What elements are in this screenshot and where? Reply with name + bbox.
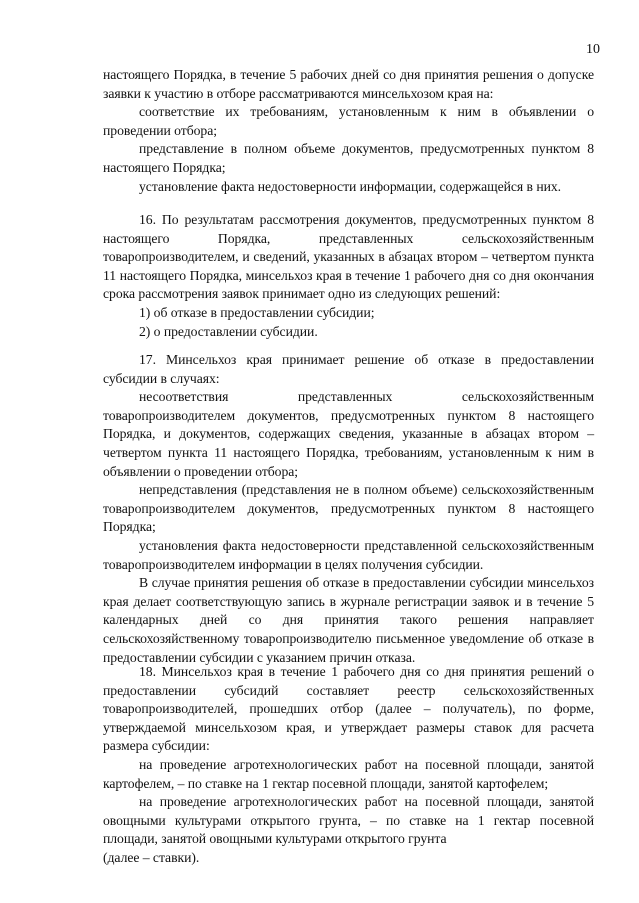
paragraph: 18. Минсельхоз края в течение 1 рабочего дня со дня принятия решений о предоставлении субсидий составляет реестр сельскохозяйственных товаропроизводителей, прошедших отбор (далее – получатель), по форме, утверждаемой минсельхозом края, и утверждает размеры ставок для расчета размера субсидии: (103, 664, 594, 754)
paragraph: представление в полном объеме документов, предусмотренных пунктом 8 настоящего Порядка; (103, 141, 594, 175)
page-number: 10 (586, 42, 600, 57)
paragraph: настоящего Порядка, в течение 5 рабочих дней со дня принятия решения о допуске заявки к участию в отборе рассматриваются минсельхозом края на: (103, 67, 594, 101)
paragraph: (далее – ставки). (103, 849, 200, 865)
section-16 (103, 211, 594, 341)
paragraph: на проведение агротехнологических работ на посевной площади, занятой овощными культурами открытого грунта, – по ставке на 1 гектар посевной площади, занятой овощными культурами открытого грунта (103, 794, 594, 847)
paragraph: 17. Минсельхоз края принимает решение об отказе в предоставлении субсидии в случаях: (103, 352, 594, 386)
paragraph: В случае принятия решения об отказе в предоставлении субсидии минсельхоз края делает соответствующую запись в журнале регистрации заявок и в течение 5 календарных дней со дня принятия такого решения направляет сельскохозяйственному товаропроизводителю письменное уведомление об отказе в предоставлении субсидии с указанием причин отказа. (103, 575, 594, 665)
paragraph: непредставления (представления не в полном объеме) сельскохозяйственным товаропроизводителем документов, предусмотренных пунктом 8 настоящего Порядка; (103, 482, 594, 535)
paragraph: 16. По результатам рассмотрения документов, предусмотренных пунктом 8 настоящего Порядка, представленных сельскохозяйственным товаропроизводителем, и сведений, указанных в абзацах втором – четвертом пункта 11 настоящего Порядка, минсельхоз края в течение 1 рабочего дня со дня окончания срока рассмотрения заявок принимает одно из следующих решений: (103, 212, 594, 302)
paragraph: соответствие их требованиям, установленным к ним в объявлении о проведении отбора; (103, 104, 594, 138)
paragraph: 1) об отказе в предоставлении субсидии; (139, 304, 375, 320)
section-17 (103, 351, 594, 667)
paragraph: 2) о предоставлении субсидии. (139, 323, 318, 339)
paragraph: установления факта недостоверности представленной сельскохозяйственным товаропроизводителем информации в целях получения субсидии. (103, 537, 594, 572)
section-15-continuation (103, 66, 594, 196)
section-18 (103, 663, 594, 868)
paragraph: установление факта недостоверности информации, содержащейся в них. (139, 178, 562, 194)
paragraph: несоответствия представленных сельскохозяйственным товаропроизводителем документов, предусмотренных пунктом 8 настоящего Порядка, и документов, содержащих сведения, указанные в абзацах втором – четвертом пункта 11 настоящего Порядка, требованиям, установленным к ним в объявлении о проведении отбора; (103, 389, 594, 479)
paragraph: на проведение агротехнологических работ на посевной площади, занятой картофелем, – по ставке на 1 гектар посевной площади, занятой картофелем; (103, 756, 594, 791)
